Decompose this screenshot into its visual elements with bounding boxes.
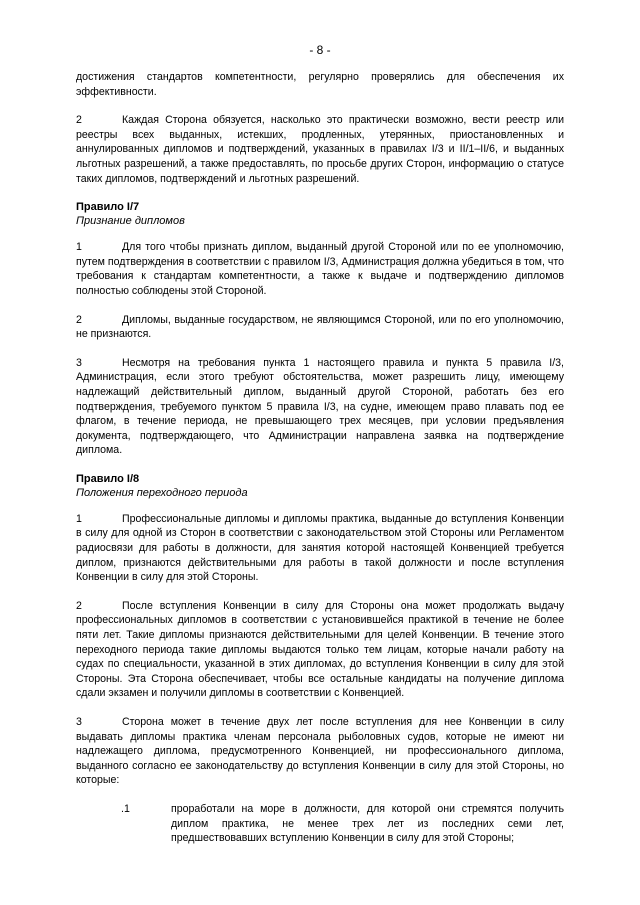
rule-7-subtitle: Признание дипломов bbox=[76, 215, 185, 228]
paragraph-number: 2 bbox=[76, 599, 82, 612]
paragraph-text: После вступления Конвенции в силу для Стороны она может продолжать выдачу профессиональных дипломов в соответствии с установившейся практикой в течение не более пяти лет. Такие дипломы признаются действительными для целей Конвенции. В течение этого переходного периода такие дипломы выдаются только тем лицам, которые начали работу на судах по специальности, указанной в этих дипломах, до вступления Конвенции в силу для этой Стороны. Эта Сторона обеспечивает, чтобы все остальные кандидаты на получение диплома сдали экзамен и получили дипломы в соответствии с Конвенцией. bbox=[76, 599, 564, 700]
paragraph-text: Сторона может в течение двух лет после вступления для нее Конвенции в силу выдавать дипломы практика членам персонала рыболовных судов, которые не имеют ни надлежащего диплома, предусмотренного Конвенцией, ни профессионального диплома, выданного согласно ее законодательству до вступления Конвенции в силу для этой Стороны, но которые: bbox=[76, 716, 564, 787]
paragraph-text: Профессиональные дипломы и дипломы практика, выданные до вступления Конвенции в силу для одной из Сторон в соответствии с законодательством этой Стороны или Регламентом радиосвязи для работы в должности, для занятия которой настоящей Конвенцией требуется диплом, признаются действительными для работы в такой должности и после вступления Конвенции в силу для этой Стороны. bbox=[76, 512, 564, 584]
rule-8-sub-item-1 bbox=[76, 802, 564, 846]
sub-item-text: проработали на море в должности, для которой они стремятся получить диплом практика, не менее трех лет из последних семи лет, предшествовавших вступлению Конвенции в силу для этой Стороны; bbox=[171, 802, 564, 845]
rule-7-paragraph-2 bbox=[76, 313, 564, 342]
rule-8-paragraph-1 bbox=[76, 512, 564, 585]
paragraph-text: Дипломы, выданные государством, не являющимся Стороной, или по его уполномочию, не признаются. bbox=[76, 313, 564, 341]
rule-8-paragraph-2 bbox=[76, 599, 564, 701]
paragraph-text: Каждая Сторона обязуется, насколько это практически возможно, вести реестр или реестры всех выданных, истекших, продленных, утерянных, приостановленных и аннулированных дипломов и подтверждений, указанных в правилах I/3 и II/1–II/6, и выданных льготных разрешений, а также предоставлять, по просьбе других Сторон, информацию о статусе таких дипломов, подтверждений и льготных разрешений. bbox=[76, 114, 564, 185]
paragraph-text: Несмотря на требования пункта 1 настоящего правила и пункта 5 правила I/3, Администрация, если этого требуют обстоятельства, может разрешить лицу, имеющему надлежащий действительный диплом, выданный другой Стороной, работать без его подтверждения, требуемого пунктом 5 правила I/3, на судне, имеющем право плавать под ее флагом, в течение периода, не превышающего трех месяцев, при условии предъявления документа, подтверждающего, что Администрации направлена заявка на подтверждение диплома. bbox=[76, 356, 564, 457]
paragraph-number: 2 bbox=[76, 114, 82, 127]
rule-8-paragraph-3 bbox=[76, 715, 564, 788]
rule-7-title: Правило I/7 bbox=[76, 201, 140, 214]
paragraph-number: 3 bbox=[76, 356, 82, 369]
sub-item-number: .1 bbox=[121, 802, 130, 815]
rule-8-title: Правило I/8 bbox=[76, 472, 140, 485]
paragraph-number: 2 bbox=[76, 313, 82, 326]
rule-8-subtitle: Положения переходного периода bbox=[76, 486, 248, 499]
intro-paragraph-2 bbox=[76, 113, 564, 186]
paragraph-text: Для того чтобы признать диплом, выданный другой Стороной или по ее уполномочию, путем подтверждения в соответствии с правилом I/3, Администрация должна убедиться в том, что требования к стандартам компетентности, а также к выдаче и подтверждению дипломов полностью соблюдены этой Стороной. bbox=[76, 241, 564, 297]
intro-continuation: достижения стандартов компетентности, регулярно проверялись для обеспечения их эффективности. bbox=[76, 71, 564, 98]
paragraph-number: 3 bbox=[76, 716, 82, 728]
page-number: - 8 - bbox=[309, 43, 331, 57]
paragraph-number: 1 bbox=[76, 512, 82, 525]
rule-7-paragraph-1 bbox=[76, 240, 564, 298]
paragraph-number: 1 bbox=[76, 241, 82, 254]
document-body bbox=[76, 70, 564, 860]
rule-7-paragraph-3 bbox=[76, 356, 564, 458]
